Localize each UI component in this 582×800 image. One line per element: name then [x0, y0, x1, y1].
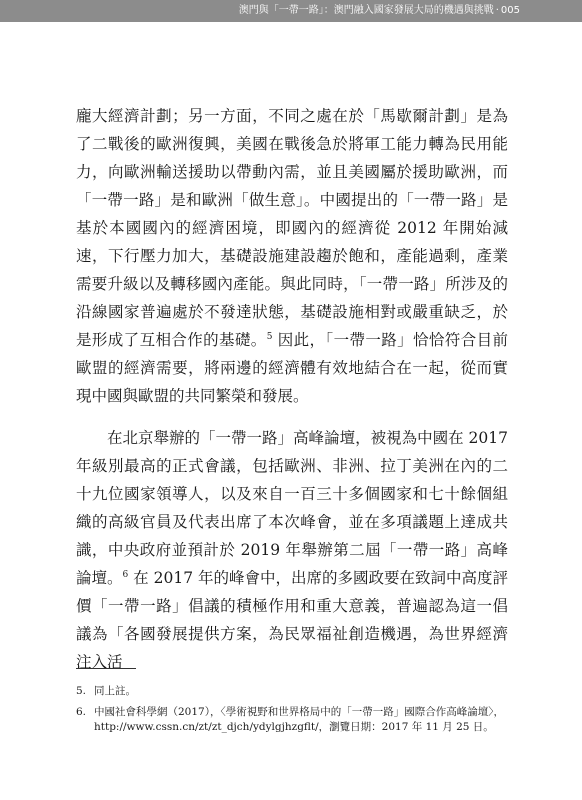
footnote-number: 5.	[76, 685, 87, 697]
footnote-ref-6[interactable]: 6	[122, 569, 129, 580]
footnote-divider	[76, 668, 136, 669]
page-number: 005	[500, 5, 520, 16]
main-text	[76, 102, 508, 676]
header-title: 澳門與「一帶一路」：澳門融入國家發展大局的機遇與挑戰	[238, 5, 494, 16]
footnote-5	[76, 684, 508, 699]
paragraph-2	[76, 424, 508, 676]
footnote-ref-5[interactable]: 5	[266, 331, 273, 342]
footnote-number: 6.	[76, 706, 87, 718]
footnote-6	[76, 705, 508, 735]
footnote-text: 中國社會科學網（2017），〈學術視野和世界格局中的「一帶一路」國際合作高峰論壇〉，http://www.cssn.cn/zt/zt_djch/ydylgjhzgflt/，瀏覽日期：2017 年 11 月 25 日。	[94, 706, 504, 733]
paragraph-1	[76, 102, 508, 410]
header-separator: ·	[495, 5, 499, 16]
paragraph-2-text-b: 在 2017 年的峰會中，出席的多國政要在致詞中高度評價「一帶一路」倡議的積極作用和重大意義，普遍認為這一倡議為「各國發展提供方案，為民眾福祉創造機遇，為世界經濟注入活	[76, 569, 508, 671]
footnotes	[76, 684, 508, 741]
paragraph-2-text-a: 在北京舉辦的「一帶一路」高峰論壇，被視為中國在 2017 年級別最高的正式會議，包括歐洲、非洲、拉丁美洲在內的二十九位國家領導人，以及來自一百三十多個國家和七十餘個組織的高級官員及代表出席了本次峰會，並在多項議題上達成共識，中央政府並預計於 2019 年舉辦第二屆「一帶一路」高峰論壇。	[76, 429, 508, 587]
running-header	[0, 0, 582, 22]
paragraph-1-text-a: 龐大經濟計劃；另一方面，不同之處在於「馬歇爾計劃」是為了二戰後的歐洲復興，美國在戰後急於將軍工能力轉為民用能力，向歐洲輸送援助以帶動內需，並且美國屬於援助歐洲，而「一帶一路」是和歐洲「做生意」。中國提出的「一帶一路」是基於本國國內的經濟困境，即國內的經濟從 2012 年開始減速，下行壓力加大，基礎設施建設趨於飽和，產能過剩，產業需要升級以及轉移國內產能。與此同時，「一帶一路」所涉及的沿線國家普遍處於不發達狀態，基礎設施相對或嚴重缺乏，於是形成了互相合作的基礎。	[76, 107, 508, 349]
footnote-text: 同上註。	[94, 685, 136, 697]
paragraph-1-text-b: 因此，「一帶一路」恰恰符合目前歐盟的經濟需要，將兩邊的經濟體有效地結合在一起，從而實現中國與歐盟的共同繁榮和發展。	[76, 331, 508, 405]
